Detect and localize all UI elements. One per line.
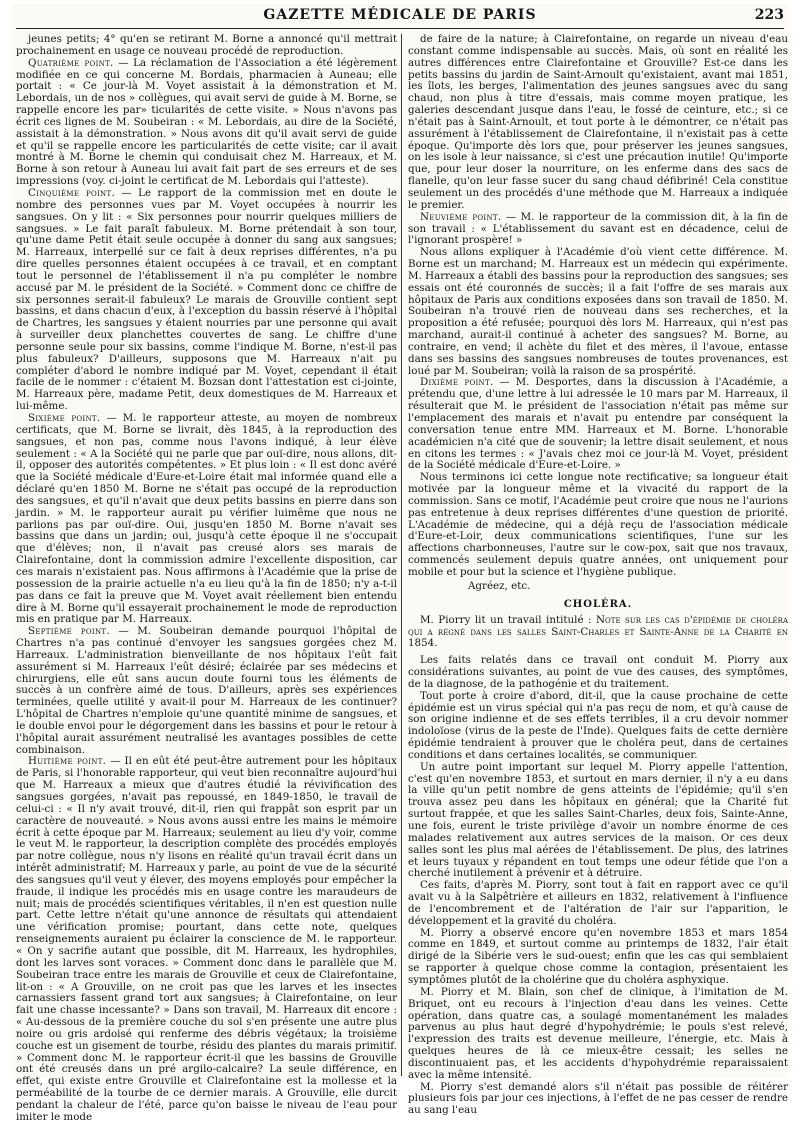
point-label: Sixième point. <box>28 412 101 424</box>
paragraph-text: — M. Desportes, dans la discussion à l'Académie, a prétendu que, d'une lettre à lui adressée le 10 mars par M. Harreaux, il résulterait que M. le président de l'association n'était pas même sur l'emplacement des marais et n'avait pu entendre par conséquent la conversation tenue entre MM. Harreaux et M. Borne. L'honorable académicien n'a cité que de souvenir; la lettre disait seulement, et nous en citons les termes : « J'avais chez moi ce jour-là M. Voyet, président de la Société médicale d'Eure-et-Loire. » <box>408 376 788 472</box>
left-column <box>16 33 397 1123</box>
point-label: Neuvième point. <box>420 210 502 223</box>
paragraph <box>408 691 788 762</box>
page-header <box>16 4 784 29</box>
text-columns <box>16 33 788 1123</box>
point-label: Quatrième point. <box>28 56 114 69</box>
paragraph-text: Les faits relatés dans ce travail ont conduit M. Piorry aux considérations suivantes, au point de vue des causes, des symptômes, de la diagnose, de la pathogénie et du traitement. <box>408 654 788 690</box>
point-label: Septième point. <box>28 625 110 638</box>
paragraph-text: M. Piorry s'est demandé alors s'il n'était pas possible de réitérer plusieurs fois par jour ces injections, à l'effet de ne pas cesser de rendre au sang l'eau <box>408 1080 788 1117</box>
paragraph-text: — Le rapport de la commission met en doute le nombre des personnes vues par M. Voyet occupées à nourrir les sangsues. On y lit : « Six personnes pour nourrir quelques milliers de sangsues. » Le fait paraît fabuleux. M. Borne prétendait à son tour, qu'une dame Petit était seule occupée à donner du sang aux sangsues; M. Harreaux, interpellé sur ce fait à deux reprises différentes, n'a pu dire quelles personnes étaient occupées à ce travail, et en comptant tout le personnel de l'établissement il n'a pu compléter le nombre accusé par M. le président de la Société. » Comment donc ce chiffre de six personnes serait-il fabuleux? Le marais de Grouville contient sept bassins, et dans chacun d'eux, à l'exception du bassin réservé à l'hôpital de Chartres, les sangsues y étaient nourries par une personne qui avait à surveiller deux planchettes couvertes de sang. Le chiffre d'une personne seule pour six bassins, comme l'indique M. Borne, n'est-il pas plus fabuleux? D'ailleurs, supposons que M. Harreaux n'ait pu compléter d'abord le nombre indiqué par M. Voyet, cependant il était facile de le nommer : c'étaient M. Bozsan dont l'attestation est ci-jointe, M. Harreaux père, madame Petit, deux domestiques de M. Harreaux et lui-même. <box>16 186 397 413</box>
paragraph-text: — Il en eût été peut-être autrement pour les hôpitaux de Paris, si l'honorable rapporteur, qui veut bien reconnaître aujourd'hui que M. Harreaux a mieux que d'autres étudié la révivification des sangsues gorgées, n'avait pas repoussé, en 1849-1850, le travail de celui-ci : « Il n'y avait trouvé, dit-il, rien qui frappât son esprit par un caractère de nouveauté. » Nous avons aussi entre les mains le mémoire écrit à cette époque par M. Harreaux; seulement au lieu d'y voir, comme le veut M. le rapporteur, la description complète des procédés employés par notre collègue, nous n'y lisons en réalité qu'un travail écrit dans un intérêt administratif; M. Harreaux y parle, au point de vue de la sécurité des sangsues qu'il veut y élever, des moyens employés pour empêcher la fraude, il indique les procédés mis en usage contre les maraudeurs de nuit; mais de procédés scientifiques véritables, il n'en est question nulle part. Cette lettre n'était qu'une annonce de résultats qui attendaient une vérification promise; pourtant, dans cette note, quelques renseignements auraient pu éclairer la conscience de M. le rapporteur. « On y sacrifie autant que possible, dit M. Harreaux, les hydrophiles, dont les larves sont voraces. » Comment donc dans le parallèle que M. Soubeiran trace entre les marais de Grouville et ceux de Clairefontaine, lit-on : « A Grouville, on ne croit pas que les larves et les insectes carnassiers fassent grand tort aux sangsues; à Clairefontaine, on leur fait une chasse incessante? » Dans son travail, M. Harreaux dit encore : « Au-dessous de la première couche du sol s'en présente une autre plus noire ou gris ardoisé qui renferme des débris végétaux; la troisième couche est un gisement de tourbe, résidu des plantes du marais primitif. » Comment donc M. le rapporteur écrit-il que les bassins de Grouville ont été creusés dans un pré argilo-calcaire? La seule différence, en effet, qui existe entre Grouville et Clairefontaine est la mollesse et la perméabilité de la tourbe de ce dernier marais. A Grouville, elle durcit pendant la chaleur de l'été, parce qu'on baisse le niveau de l'eau pour imiter le mode <box>16 755 397 1123</box>
paragraph-text: de faire de la nature; à Clairefontaine, on regarde un niveau d'eau constant comme indispensable au succès. Mais, où sont en réalité les autres différences entre Clairefontaine et Grouville? Est-ce dans les petits bassins du jardin de Saint-Arnoult qu'existaient, avant mai 1851, les îlots, les berges, l'alimentation des jeunes sangsues avec du sang chaud, non plus à titre d'essais, mais comme moyen pratique, les galeries descendant jusque dans l'eau, le fossé de ceinture, etc.; si ce n'était pas à Saint-Arnoult, et tout porte à le démontrer, ce n'était pas assurément à l'établissement de Clairefontaine, il n'existait pas à cette époque. Qu'importe dès lors que, pour préserver les jeunes sangsues, on les isole à leur naissance, si c'est une précaution inutile! Qu'importe que, pour leur doser la nourriture, on les enferme dans des sacs de flanelle, qu'on leur fasse sucer du sang chaud défibriné! Cela constitue seulement un des procédés d'une méthode que M. Harreaux a indiquée le premier. <box>408 33 788 211</box>
page-number: 223 <box>754 7 784 23</box>
paragraph-text: Tout porte à croire d'abord, dit-il, que la cause prochaine de cette épidémie est un virus spécial qui n'a pas reçu de nom, et qu'à cause de son origine indienne et de ses effets terribles, il a cru devoir nommer indoloïose (virus de la peste de l'Inde). Quelques faits de cette dernière épidémie tendraient à prouver que le choléra peut, dans de certaines conditions et dans certaines localités, se communiquer. <box>408 689 788 761</box>
right-column-upper <box>408 34 788 579</box>
paragraph <box>408 880 788 927</box>
paragraph <box>408 212 788 248</box>
paragraph <box>408 34 788 212</box>
paragraph <box>408 987 788 1082</box>
paragraph <box>16 58 397 188</box>
paragraph-text: M. Piorry et M. Blain, son chef de clinique, à l'imitation de M. Briquet, ont eu recours à l'injection d'eau dans les veines. Cette opération, dans quatre cas, a soulagé momentanément les malades parvenus au plus haut degré d'hypohydrémie; le pouls s'est relevé, l'expression des traits est devenue meilleure, l'énergie, etc. Mais à quelques heures de là ce mieux-être cessait; les selles ne discontinuaient pas, et les accidents d'hypohydrémie reparaissaient avec la même intensité. <box>408 985 788 1081</box>
signoff: Agréez, etc. <box>468 579 531 592</box>
paragraph <box>16 626 397 756</box>
point-label: Dixième point. <box>420 376 494 389</box>
article-lead: M. Piorry lit un travail intitulé : <box>420 613 592 626</box>
right-column <box>408 33 788 1117</box>
paragraph-text: — M. Soubeiran demande pourquoi l'hôpital de Chartres n'a pas continué d'envoyer les sangsues gorgées chez M. Harreaux. L'administration bienveillante de nos hôpitaux l'eût fait assurément si M. Harreaux l'eût désiré; éclairée par ses médecins et chirurgiens, elle eût sans aucun doute fourni tous les éléments de succès à un confrère aimé de tous. D'ailleurs, après ses expériences terminées, quelle utilité y avait-il pour M. Harreaux de les continuer? L'hôpital de Chartres n'emploie qu'une quantité minime de sangsues, et le double envoi pour le dégorgement dans les bassins et pour le retour à l'hôpital aurait assurément neutralisé les avantages possibles de cette combinaison. <box>16 625 397 756</box>
point-label: Huitième point. <box>28 755 107 768</box>
point-label: Cinquième point. <box>28 186 116 199</box>
paragraph <box>408 472 788 579</box>
paragraph <box>408 928 788 987</box>
paragraph <box>16 34 397 58</box>
journal-page <box>12 4 788 1123</box>
paragraph <box>408 655 788 691</box>
paragraph-text: Ces faits, d'après M. Piorry, sont tout à fait en rapport avec ce qu'il avait vu à la Salpêtrière et ailleurs en 1832, relativement à l'influence de l'encombrement et de l'altération de l'air sur l'apparition, le développement et la gravité du choléra. <box>408 879 788 927</box>
paragraph <box>408 377 788 472</box>
paragraph <box>408 762 788 880</box>
paragraph-text: — M. le rapporteur atteste, au moyen de nombreux certificats, que M. Borne se livrait, dès 1845, à la reproduction des sangsues, et non pas, comme nous l'avons indiqué, à leur élève seulement : « A la Société qui ne parle que par ouï-dire, nous allons, dit-il, opposer des autorités compétentes. » Et plus loin : « Il est donc avéré que la Société médicale d'Eure-et-Loire était mal informée quand elle a déclaré qu'en 1850 M. Borne ne s'était pas occupé de la reproduction des sangsues, et qu'il n'avait que deux petits bassins en pierre dans son jardin. » M. le rapporteur aurait pu vérifier luimême que nous ne parlions pas par ouï-dire. Oui, jusqu'en 1850 M. Borne n'avait ses bassins que dans un jardin; oui, jusqu'à cette époque il ne s'occupait que d'élèves; non, il n'avait pas creusé alors ses marais de Clairefontaine, dont la commission admire l'excellente disposition, car ces marais n'existaient pas. Nous affirmons à l'Académie que la prise de possession de la prairie actuelle n'a eu lieu qu'à la fin de 1850; n'y a-t-il pas dans ce fait la preuve que M. Voyet avait réellement bien entendu dire à M. Borne qu'il essayerait prochainement le mode de reproduction mis en pratique par M. Harreaux. <box>16 412 397 626</box>
article-intro <box>408 615 788 651</box>
right-column-lower <box>408 655 788 1117</box>
column-divider <box>401 34 402 1076</box>
paragraph-text: Nous allons expliquer à l'Académie d'où vient cette différence. M. Borne est un marchand; M. Harreaux est un médecin qui expérimente. M. Harreaux a établi des bassins pour la reproduction des sangsues; ses essais ont été couronnés de succès; il a fait l'offre de ses marais aux hôpitaux de Paris aux conditions exposées dans son travail de 1850. M. Soubeiran n'a trouvé rien de nouveau dans ses recherches, et la proposition a été refusée; pourquoi dès lors M. Harreaux, qui n'est pas marchand, aurait-il continué à acheter des sangsues? M. Borne, au contraire, en vend; il achète du filet et des mères, il l'avoue, entasse dans ses bassins des sangsues nombreuses de toutes provenances, est loué par M. Soubeiran; voilà la raison de sa prospérité. <box>408 246 788 377</box>
paragraph <box>16 413 397 626</box>
paragraph <box>16 188 397 413</box>
running-title: GAZETTE MÉDICALE DE PARIS <box>263 7 537 23</box>
section-title: CHOLÉRA. <box>563 598 633 610</box>
paragraph <box>408 1082 788 1118</box>
paragraph <box>408 247 788 377</box>
article-title: Note sur les cas d'épidémie de choléra qui a régné dans les salles Saint-Charles et Sainte-Anne de la Charité en 1854. <box>408 613 788 650</box>
paragraph-text: Nous terminons ici cette longue note rectificative; sa longueur était motivée par la longueur même et la vivacité du rapport de la commission. Sans ce motif, l'Académie peut croire que nous ne l'aurions pas entretenue à deux reprises différentes d'une question de priorité. L'Académie de médecine, qui a déjà reçu de l'association médicale d'Eure-et-Loir, deux communications scientifiques, l'une sur les affections charbonneuses, l'autre sur le cow-pox, sait que nos travaux, commencés seulement depuis quatre années, ont uniquement pour mobile et pour but la science et l'hygiène publique. <box>408 471 788 578</box>
paragraph-text: Un autre point important sur lequel M. Piorry appelle l'attention, c'est qu'en novembre 1853, et surtout en mars dernier, il n'y a eu dans la ville qu'un petit nombre de gens atteints de l'épidémie; qu'il s'en trouva assez peu dans les hôpitaux en général; que la Charité fut surtout frappée, et que les salles Saint-Charles, deux fois, Sainte-Anne, une fois, eurent le triste privilège d'avoir un nombre énorme de ces malades relativement aux autres services de la maison. Or ces deux salles sont les plus mal aérées de l'établissement. De plus, des latrines et leurs tuyaux y répandent en tout temps une odeur fétide que l'on a cherché inutilement à prévenir et à détruire. <box>408 760 788 880</box>
paragraph-text: jeunes petits; 4° qu'en se retirant M. Borne a annoncé qu'il mettrait prochainement en usage ce nouveau procédé de reproduction. <box>16 33 397 57</box>
paragraph-text: M. Piorry a observé encore qu'en novembre 1853 et mars 1854 comme en 1849, et surtout comme au printemps de 1832, l'air était dirigé de la Sibérie vers le sud-ouest; enfin que les cas qui semblaient se rapporter à quelque chose comme la contagion, présentaient les symptômes plutôt de la cholérine que du choléra asphyxique. <box>408 926 788 986</box>
paragraph-text: — La réclamation de l'Association a été légèrement modifiée en ce qui concerne M. Bordais, pharmacien à Auneau; elle portait : « Ce jour-là M. Voyet assistait à la démonstration et M. Lebordais, un de nos » collègues, qui avait servi de guide à M. Borne, se rappelle encore les par» ticularités de cette visite. » Nous n'avons pas écrit ces lignes de M. Soubeiran : « M. Lebordais, au dire de la Société, assistait à la démonstration. » Nous avons dit qu'il avait servi de guide et qu'il se rappelle encore les particularités de cette visite; car il avait montré à M. Borne le chemin qui conduisait chez M. Harreaux, et M. Borne à son retour à Auneau lui avait fait part de ses erreurs et de ses impressions (voy. ci-joint le certificat de M. Lebordais qui l'atteste). <box>16 56 397 188</box>
paragraph-text: — M. le rapporteur de la commission dit, à la fin de son travail : « L'établissement du savant est en décadence, celui de l'ignorant prospère! » <box>408 210 788 247</box>
paragraph <box>16 756 397 1123</box>
